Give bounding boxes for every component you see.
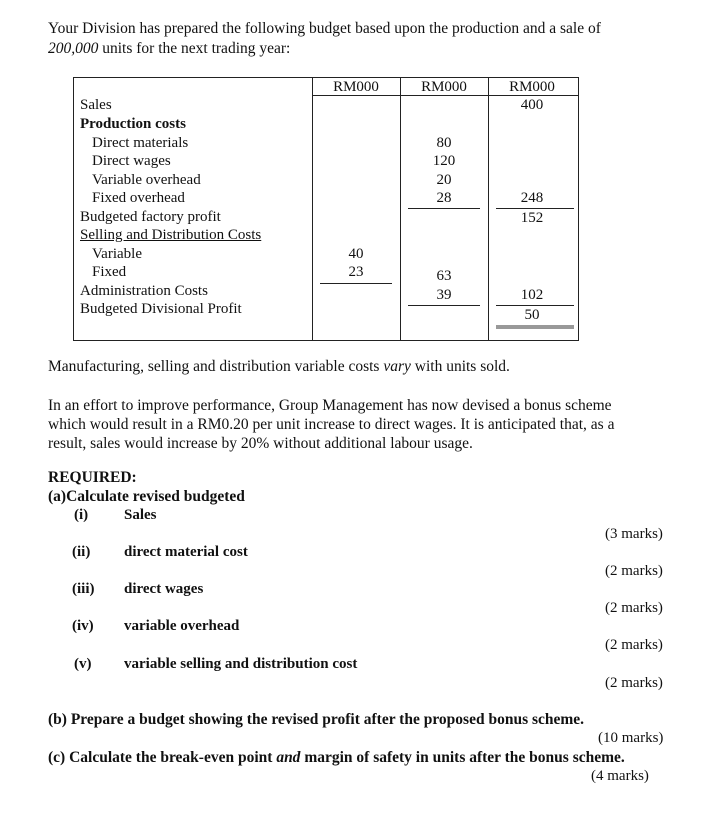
scheme-line-1: In an effort to improve performance, Group Management has now devised a bonus scheme <box>48 397 612 414</box>
item-number-i: (i) <box>74 507 89 523</box>
value-variable-sd: 40 <box>348 245 364 262</box>
note-text: Manufacturing, selling and distribution variable costs <box>48 358 384 375</box>
marks-iv: (2 marks) <box>605 637 663 653</box>
intro-line-2 <box>48 39 601 59</box>
value-total-production-costs: 248 <box>520 190 544 206</box>
part-b-marks: (10 marks) <box>598 730 664 746</box>
part-c-question <box>48 749 625 767</box>
marks-v: (2 marks) <box>605 675 663 691</box>
item-text-sales: Sales <box>124 507 157 523</box>
header-col-1: RM000 <box>333 79 379 95</box>
row-label-production-costs: Production costs <box>80 116 186 132</box>
value-sales: 400 <box>520 97 544 113</box>
scheme-line-2: which would result in a RM0.20 per unit increase to direct wages. It is anticipated that, as a <box>48 416 615 433</box>
scheme-line-3: result, sales would increase by 20% without additional labour usage. <box>48 435 473 452</box>
cost-behaviour-note <box>48 357 510 376</box>
item-number-iii: (iii) <box>72 581 95 597</box>
item-number-v: (v) <box>74 656 92 672</box>
part-c-marks: (4 marks) <box>591 768 649 784</box>
item-number-ii: (ii) <box>72 544 91 560</box>
marks-iii: (2 marks) <box>605 600 663 616</box>
value-total-sd: 63 <box>436 268 452 284</box>
header-col-2: RM000 <box>421 79 467 95</box>
value-total-overheads: 102 <box>520 287 544 303</box>
column-divider <box>312 78 313 340</box>
item-text-direct-material: direct material cost <box>124 544 248 560</box>
row-label-sales: Sales <box>80 97 112 113</box>
item-text-variable-sd: variable selling and distribution cost <box>124 656 358 672</box>
value-direct-materials: 80 <box>436 134 452 151</box>
value-variable-overhead: 20 <box>436 171 452 188</box>
note-text-end: with units sold. <box>410 358 510 375</box>
value-administration: 39 <box>436 286 452 303</box>
value-fixed-sd: 23 <box>348 264 364 280</box>
row-label-divisional-profit: Budgeted Divisional Profit <box>80 301 242 317</box>
header-col-3: RM000 <box>509 79 555 95</box>
subtotal-rule <box>320 283 392 284</box>
value-divisional-profit: 50 <box>524 307 540 323</box>
item-text-variable-overhead: variable overhead <box>124 618 240 634</box>
item-number-iv: (iv) <box>72 618 94 634</box>
row-label-direct-materials: Direct materials <box>92 134 189 151</box>
row-label-fixed: Fixed <box>92 264 127 280</box>
row-label-selling-distribution: Selling and Distribution Costs <box>80 227 262 243</box>
total-double-rule <box>496 325 574 329</box>
required-heading: REQUIRED: <box>48 469 137 486</box>
marks-ii: (2 marks) <box>605 563 663 579</box>
intro-line-1: Your Division has prepared the following budget based upon the production and a sale of <box>48 20 601 37</box>
row-label-fixed-overhead: Fixed overhead <box>92 190 185 206</box>
row-label-variable-overhead: Variable overhead <box>92 171 201 188</box>
part-c-emphasis: and <box>276 749 301 766</box>
part-c-text-end: margin of safety in units after the bonus scheme. <box>300 749 625 766</box>
part-b-question: (b) Prepare a budget showing the revised profit after the proposed bonus scheme. <box>48 711 585 728</box>
value-direct-wages: 120 <box>432 153 456 169</box>
value-budgeted-factory-profit: 152 <box>520 210 544 226</box>
subtotal-rule <box>408 305 480 306</box>
bonus-scheme-paragraph <box>48 396 614 453</box>
row-label-variable: Variable <box>92 245 142 262</box>
row-label-direct-wages: Direct wages <box>92 153 171 169</box>
value-fixed-overhead: 28 <box>436 190 452 206</box>
units-value: 200,000 <box>48 40 99 57</box>
part-c-text: (c) Calculate the break-even point <box>48 749 277 766</box>
marks-i: (3 marks) <box>605 526 663 542</box>
intro-text <box>48 19 601 59</box>
row-label-budgeted-factory-profit: Budgeted factory profit <box>80 208 221 225</box>
item-text-direct-wages: direct wages <box>124 581 204 597</box>
row-label-administration: Administration Costs <box>80 282 208 299</box>
note-emphasis: vary <box>383 358 411 375</box>
budget-table <box>73 77 579 341</box>
subtotal-rule <box>408 208 480 209</box>
part-a-heading: (a)Calculate revised budgeted <box>48 488 245 505</box>
intro-line-2-rest: units for the next trading year: <box>98 40 291 57</box>
